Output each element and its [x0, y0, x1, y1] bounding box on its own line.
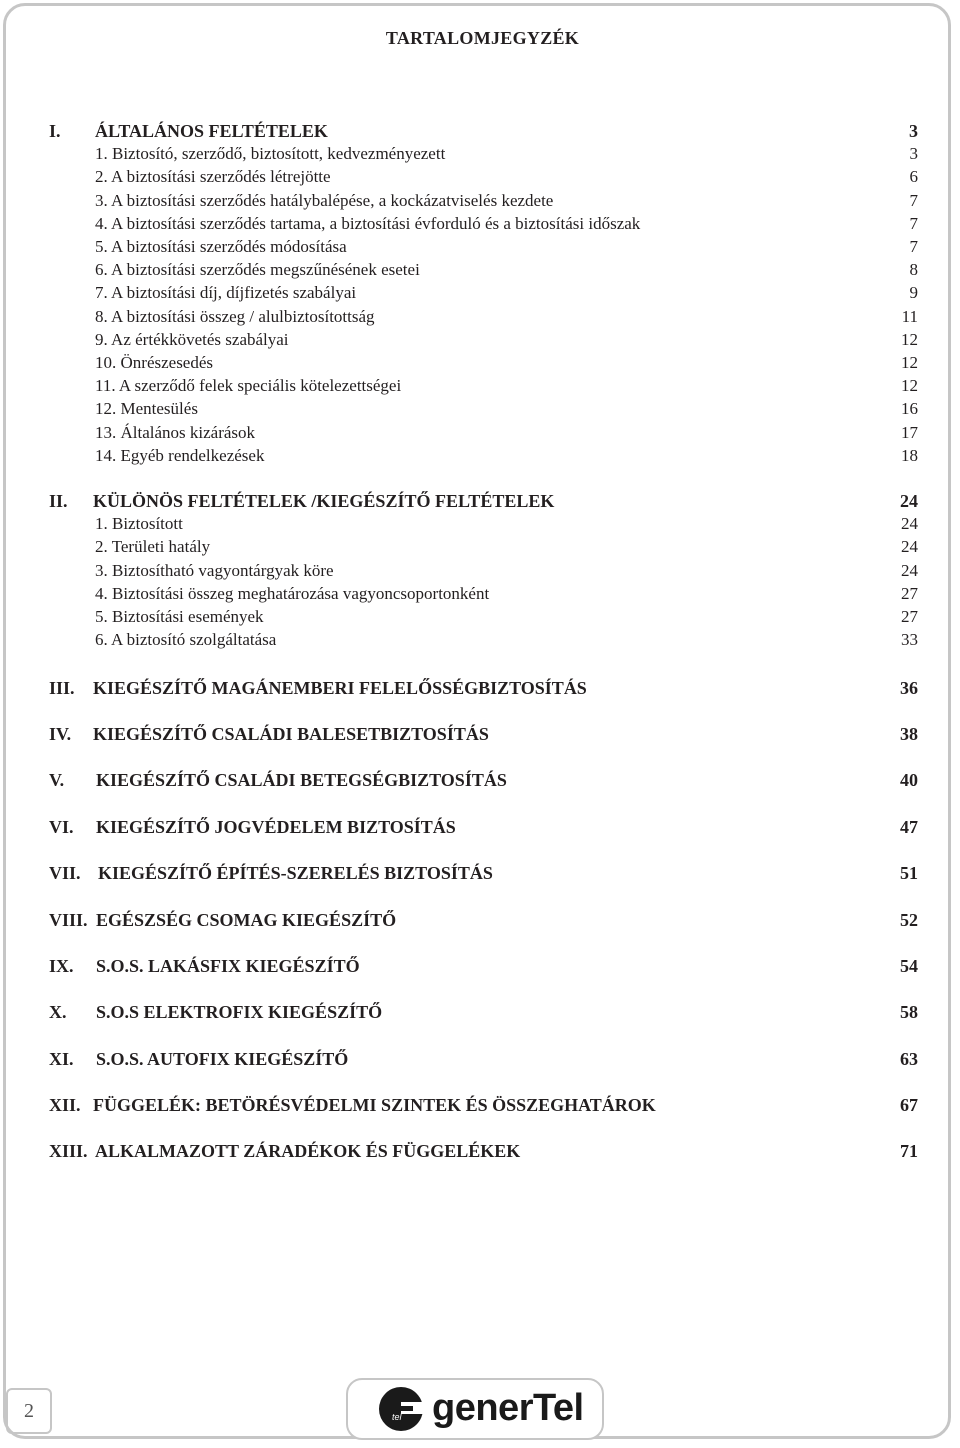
section-title: S.O.S. LAKÁSFIX KIEGÉSZÍTŐ — [96, 956, 360, 976]
section-title: KIEGÉSZÍTŐ CSALÁDI BALESETBIZTOSÍTÁS — [93, 724, 489, 744]
toc-item-label: 1. Biztosított — [95, 514, 183, 533]
section-number: X. — [49, 1002, 67, 1022]
section-title: KIEGÉSZÍTŐ JOGVÉDELEM BIZTOSÍTÁS — [96, 817, 456, 837]
toc-item[interactable] — [0, 165, 960, 189]
toc-item-page-number: 12 — [901, 353, 918, 372]
toc-item[interactable] — [0, 582, 960, 606]
toc-section[interactable] — [0, 1093, 960, 1117]
section-title: ALKALMAZOTT ZÁRADÉKOK ÉS FÜGGELÉKEK — [95, 1141, 521, 1161]
toc-item-label: 4. Biztosítási összeg meghatározása vagyoncsoportonként — [95, 584, 490, 603]
section-page-number: 58 — [900, 1002, 918, 1022]
section-title: KIEGÉSZÍTŐ CSALÁDI BETEGSÉGBIZTOSÍTÁS — [96, 770, 507, 790]
toc-item-label: 13. Általános kizárások — [95, 423, 256, 442]
toc-item-label: 5. A biztosítási szerződés módosítása — [95, 237, 347, 256]
toc-item-label: 7. A biztosítási díj, díjfizetés szabályai — [95, 283, 357, 302]
section-number: IX. — [49, 956, 74, 976]
section-title: S.O.S ELEKTROFIX KIEGÉSZÍTŐ — [96, 1002, 383, 1022]
section-page-number: 38 — [900, 724, 918, 744]
generali-logo — [346, 1378, 604, 1440]
toc-item[interactable] — [0, 605, 960, 629]
toc-item-page-number: 9 — [909, 283, 918, 302]
toc-item[interactable] — [0, 512, 960, 536]
section-number: II. — [49, 491, 68, 511]
toc-section[interactable] — [0, 676, 960, 700]
toc-section[interactable] — [0, 1139, 960, 1163]
section-page-number: 63 — [900, 1049, 918, 1069]
toc-item-page-number: 12 — [901, 376, 918, 395]
section-page-number: 36 — [900, 678, 918, 698]
toc-section[interactable] — [0, 815, 960, 839]
toc-section[interactable] — [0, 119, 960, 143]
section-page-number: 51 — [900, 863, 918, 883]
toc-item-page-number: 7 — [909, 191, 918, 210]
toc-item-page-number: 7 — [909, 214, 918, 233]
section-page-number: 71 — [900, 1141, 918, 1161]
toc-item-page-number: 8 — [909, 260, 918, 279]
section-title: KIEGÉSZÍTŐ MAGÁNEMBERI FELELŐSSÉGBIZTOSÍTÁS — [93, 678, 587, 698]
toc-item-label: 3. Biztosítható vagyontárgyak köre — [95, 561, 334, 580]
toc-item-page-number: 18 — [901, 446, 918, 465]
section-number: VIII. — [49, 910, 88, 930]
section-page-number: 40 — [900, 770, 918, 790]
toc-item-label: 4. A biztosítási szerződés tartama, a biztosítási évforduló és a biztosítási időszak — [95, 214, 641, 233]
toc-item[interactable] — [0, 421, 960, 445]
toc-section[interactable] — [0, 489, 960, 513]
toc-item-label: 8. A biztosítási összeg / alulbiztosítottság — [95, 307, 375, 326]
toc-item[interactable] — [0, 559, 960, 583]
section-page-number: 67 — [900, 1095, 918, 1115]
toc-item-label: 14. Egyéb rendelkezések — [95, 446, 265, 465]
toc-item[interactable] — [0, 628, 960, 652]
toc-section[interactable] — [0, 908, 960, 932]
toc-item-page-number: 12 — [901, 330, 918, 349]
toc-item-label: 2. A biztosítási szerződés létrejötte — [95, 167, 331, 186]
toc-section[interactable] — [0, 768, 960, 792]
section-number: XI. — [49, 1049, 74, 1069]
section-page-number: 24 — [900, 491, 918, 511]
toc-item-page-number: 7 — [909, 237, 918, 256]
section-number: I. — [49, 121, 61, 141]
section-number: VI. — [49, 817, 74, 837]
toc-section[interactable] — [0, 722, 960, 746]
toc-section[interactable] — [0, 861, 960, 885]
toc-item-label: 3. A biztosítási szerződés hatálybalépése, a kockázatviselés kezdete — [95, 191, 554, 210]
section-title: KIEGÉSZÍTŐ ÉPÍTÉS-SZERELÉS BIZTOSÍTÁS — [98, 863, 493, 883]
toc-item[interactable] — [0, 328, 960, 352]
toc-item-label: 6. A biztosítási szerződés megszűnésének esetei — [95, 260, 420, 279]
logo-mark-text: tel — [392, 1412, 402, 1422]
toc-item[interactable] — [0, 142, 960, 166]
toc-item-label: 12. Mentesülés — [95, 399, 198, 418]
page-number: 2 — [6, 1388, 52, 1434]
toc-item[interactable] — [0, 258, 960, 282]
toc-item-page-number: 33 — [901, 630, 918, 649]
section-number: XIII. — [49, 1141, 88, 1161]
logo-wordmark: generTel — [432, 1387, 584, 1429]
section-number: V. — [49, 770, 65, 790]
section-title: KÜLÖNÖS FELTÉTELEK /KIEGÉSZÍTŐ FELTÉTELEK — [93, 491, 555, 511]
toc-item[interactable] — [0, 305, 960, 329]
toc-item[interactable] — [0, 444, 960, 468]
generali-logo-icon — [376, 1384, 426, 1434]
toc-item-page-number: 11 — [901, 307, 918, 326]
toc-section[interactable] — [0, 954, 960, 978]
toc-item-page-number: 24 — [901, 514, 918, 533]
toc-item-label: 6. A biztosító szolgáltatása — [95, 630, 277, 649]
toc-item[interactable] — [0, 235, 960, 259]
toc-item[interactable] — [0, 374, 960, 398]
section-number: VII. — [49, 863, 81, 883]
toc-item-label: 1. Biztosító, szerződő, biztosított, kedvezményezett — [95, 144, 446, 163]
toc-item-page-number: 27 — [901, 584, 918, 603]
toc-item[interactable] — [0, 535, 960, 559]
toc-section[interactable] — [0, 1047, 960, 1071]
toc-item[interactable] — [0, 397, 960, 421]
section-number: XII. — [49, 1095, 81, 1115]
toc-item-page-number: 24 — [901, 561, 918, 580]
toc-item-label: 10. Önrészesedés — [95, 353, 214, 372]
toc-item-label: 2. Területi hatály — [95, 537, 211, 556]
section-page-number: 3 — [909, 121, 918, 141]
toc-item-page-number: 17 — [901, 423, 918, 442]
toc-item-label: 9. Az értékkövetés szabályai — [95, 330, 289, 349]
section-title: S.O.S. AUTOFIX KIEGÉSZÍTŐ — [96, 1049, 349, 1069]
toc-item-page-number: 27 — [901, 607, 918, 626]
toc-item[interactable] — [0, 212, 960, 236]
toc-item-page-number: 24 — [901, 537, 918, 556]
toc-item-label: 5. Biztosítási események — [95, 607, 264, 626]
section-title: ÁLTALÁNOS FELTÉTELEK — [95, 121, 328, 141]
toc-item-page-number: 6 — [909, 167, 918, 186]
toc-item[interactable] — [0, 351, 960, 375]
section-number: III. — [49, 678, 75, 698]
section-number: IV. — [49, 724, 72, 744]
toc-item-page-number: 16 — [901, 399, 918, 418]
section-page-number: 52 — [900, 910, 918, 930]
section-title: EGÉSZSÉG CSOMAG KIEGÉSZÍTŐ — [96, 910, 397, 930]
toc-item-page-number: 3 — [909, 144, 918, 163]
section-page-number: 47 — [900, 817, 918, 837]
toc-item-label: 11. A szerződő felek speciális kötelezettségei — [95, 376, 402, 395]
section-page-number: 54 — [900, 956, 918, 976]
toc-item[interactable] — [0, 189, 960, 213]
section-title: FÜGGELÉK: BETÖRÉSVÉDELMI SZINTEK ÉS ÖSSZEGHATÁROK — [93, 1095, 656, 1115]
page-title: TARTALOMJEGYZÉK — [385, 28, 580, 48]
toc-section[interactable] — [0, 1000, 960, 1024]
toc-item[interactable] — [0, 281, 960, 305]
